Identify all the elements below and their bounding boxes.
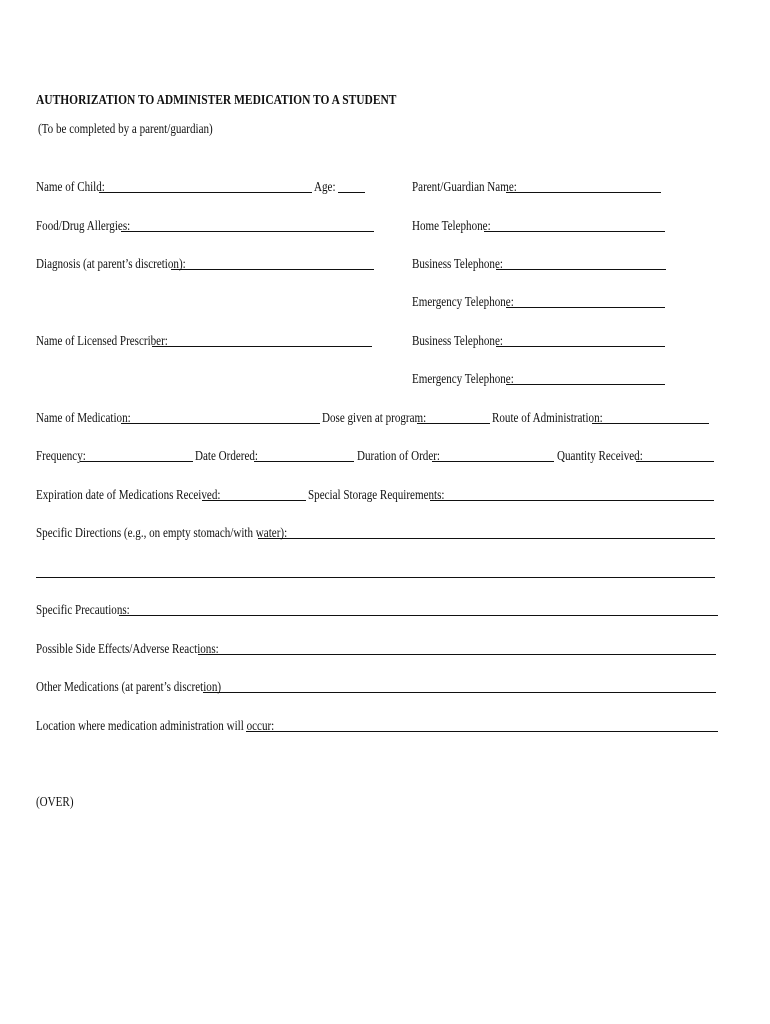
dose-field[interactable]: [417, 423, 490, 424]
duration-label: Duration of Order:: [357, 448, 440, 463]
precautions-field[interactable]: [119, 615, 718, 616]
business-phone-label: Business Telephone:: [412, 256, 503, 271]
frequency-field[interactable]: [80, 461, 193, 462]
emergency-phone-field[interactable]: [506, 307, 665, 308]
side-effects-label: Possible Side Effects/Adverse Reactions:: [36, 641, 219, 656]
over-note: (OVER): [36, 794, 74, 809]
date-ordered-label: Date Ordered:: [195, 448, 259, 463]
prescriber-emergency-phone-field[interactable]: [506, 384, 665, 385]
expiration-field[interactable]: [202, 500, 306, 501]
frequency-label: Frequency:: [36, 448, 86, 463]
prescriber-emergency-phone-label: Emergency Telephone:: [412, 371, 514, 386]
route-field[interactable]: [592, 423, 709, 424]
allergies-field[interactable]: [121, 231, 374, 232]
child-name-label: Name of Child:: [36, 179, 105, 194]
prescriber-business-phone-label: Business Telephone:: [412, 333, 503, 348]
quantity-label: Quantity Received:: [557, 448, 643, 463]
other-meds-field[interactable]: [203, 692, 716, 693]
storage-field[interactable]: [430, 500, 714, 501]
directions-field[interactable]: [258, 538, 715, 539]
date-ordered-field[interactable]: [254, 461, 354, 462]
directions-field-continued[interactable]: [36, 577, 715, 578]
form-title: AUTHORIZATION TO ADMINISTER MEDICATION TO A STUDENT: [36, 93, 397, 108]
parent-name-label: Parent/Guardian Name:: [412, 179, 517, 194]
other-meds-label: Other Medications (at parent’s discretion): [36, 679, 222, 694]
medication-label: Name of Medication:: [36, 410, 131, 425]
diagnosis-field[interactable]: [171, 269, 374, 270]
age-label: Age:: [314, 179, 336, 194]
expiration-label: Expiration date of Medications Received:: [36, 487, 221, 502]
prescriber-label: Name of Licensed Prescriber:: [36, 333, 168, 348]
route-label: Route of Administration:: [492, 410, 603, 425]
prescriber-business-phone-field[interactable]: [496, 346, 665, 347]
storage-label: Special Storage Requirements:: [308, 487, 445, 502]
quantity-field[interactable]: [636, 461, 714, 462]
medication-field[interactable]: [121, 423, 320, 424]
dose-label: Dose given at program:: [322, 410, 427, 425]
precautions-label: Specific Precautions:: [36, 602, 130, 617]
allergies-label: Food/Drug Allergies:: [36, 218, 131, 233]
location-label: Location where medication administration will occur:: [36, 718, 275, 733]
prescriber-field[interactable]: [152, 346, 372, 347]
emergency-phone-label: Emergency Telephone:: [412, 294, 514, 309]
business-phone-field[interactable]: [496, 269, 666, 270]
side-effects-field[interactable]: [198, 654, 716, 655]
age-field[interactable]: [338, 192, 365, 193]
child-name-field[interactable]: [99, 192, 312, 193]
duration-field[interactable]: [432, 461, 554, 462]
diagnosis-label: Diagnosis (at parent’s discretion):: [36, 256, 186, 271]
parent-name-field[interactable]: [506, 192, 661, 193]
form-subtitle: (To be completed by a parent/guardian): [38, 121, 213, 136]
location-field[interactable]: [246, 731, 718, 732]
directions-label: Specific Directions (e.g., on empty stomach/with water):: [36, 525, 288, 540]
home-phone-field[interactable]: [484, 231, 665, 232]
home-phone-label: Home Telephone:: [412, 218, 491, 233]
